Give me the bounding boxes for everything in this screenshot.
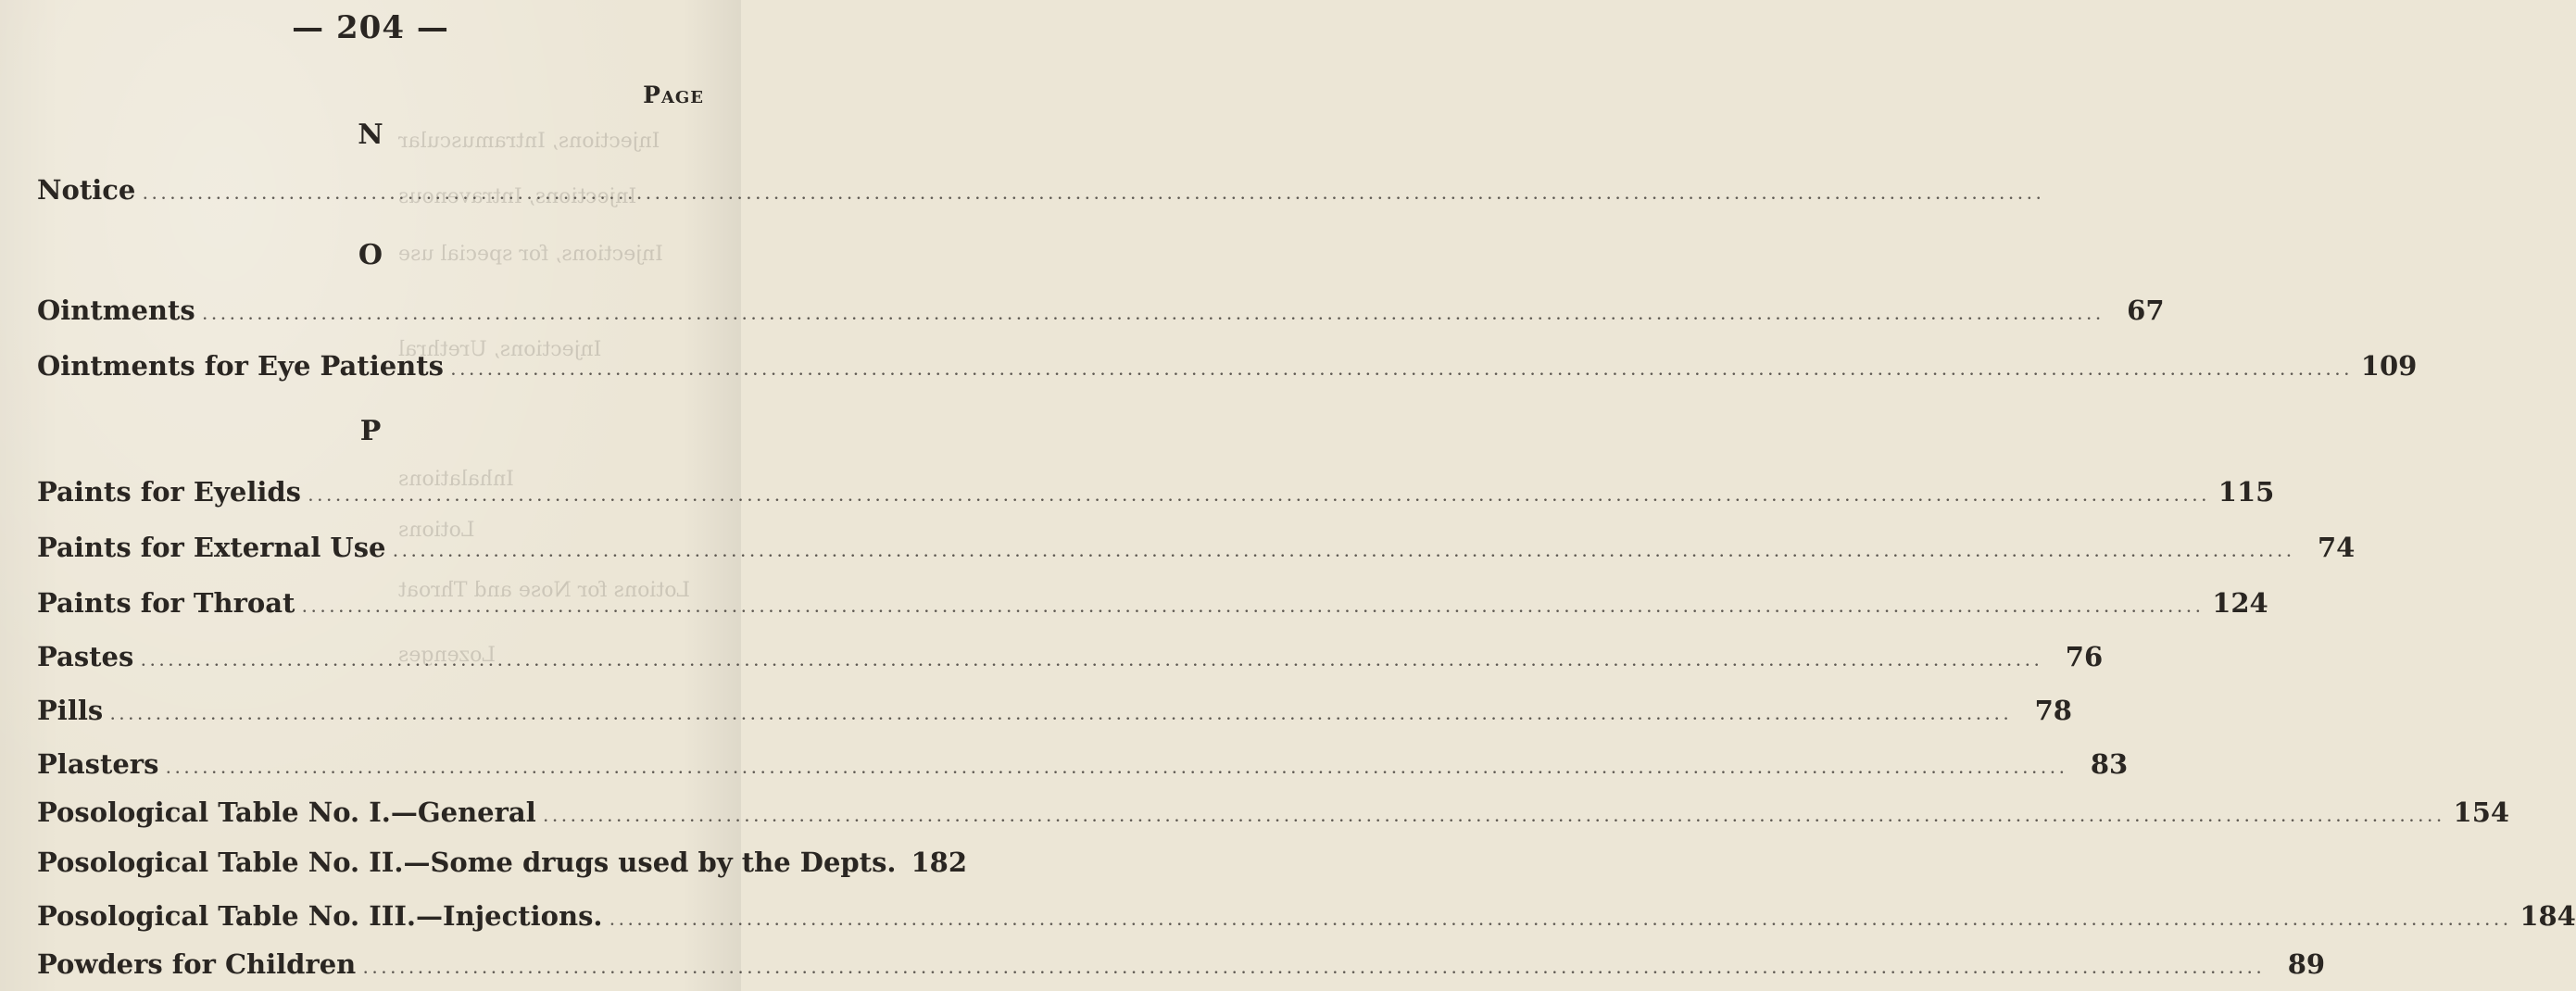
entry-page: 154: [2453, 797, 2510, 828]
show-through-text: Lotions: [398, 519, 475, 542]
index-entry: [37, 350, 2418, 387]
entry-name: Ointments for Eye Patients: [37, 350, 444, 382]
entry-page: 124: [2212, 587, 2268, 619]
show-through-text: Injections, Intramuscular: [398, 130, 660, 153]
entry-name: Posological Table No. III.—Injections.: [37, 900, 603, 932]
entry-page: 76: [2065, 641, 2104, 672]
show-through-text: Injections, for special use: [398, 243, 663, 266]
index-entry: [37, 476, 2275, 513]
index-entry: [37, 948, 2326, 985]
show-through-text: Lozenges: [398, 644, 496, 667]
index-entry: [37, 587, 2268, 624]
entry-name: Ointments: [37, 295, 195, 326]
index-entry: [37, 695, 2072, 732]
entry-page: 83: [2090, 748, 2129, 780]
entry-page: 109: [2360, 350, 2418, 382]
dot-leader: [544, 810, 2446, 825]
show-through-text: Injections, Intravenous: [398, 185, 637, 208]
page-number: — 204 —: [292, 9, 449, 46]
section-letter-p: P: [359, 415, 382, 447]
entry-name: Pastes: [37, 641, 134, 672]
index-entry: [37, 532, 2356, 569]
index-entry: [37, 295, 2165, 332]
show-through-text: Injections, Urethral: [398, 338, 602, 361]
index-entry: [37, 797, 2510, 834]
dot-leader: [166, 762, 2068, 777]
entry-name: Paints for External Use: [37, 532, 386, 563]
dot-leader: [394, 546, 2296, 560]
dot-leader: [308, 490, 2211, 505]
index-entry: [37, 174, 723, 211]
dot-leader: [451, 364, 2354, 379]
section-letter-o: O: [358, 239, 383, 271]
dot-leader: [143, 188, 2045, 203]
entry-page: 89: [2287, 948, 2326, 980]
section-letter-n: N: [358, 119, 383, 151]
entry-name: Notice: [37, 174, 136, 206]
index-entry: [37, 641, 2104, 678]
entry-name: Powders for Children: [37, 948, 357, 980]
dot-leader: [610, 914, 2513, 929]
index-entry: [37, 748, 2129, 785]
entry-name: Posological Table No. II.—Some drugs used by the Depts.: [37, 847, 897, 878]
entry-page: 78: [2034, 695, 2072, 726]
entry-name: Paints for Eyelids: [37, 476, 301, 508]
page-column-header: Page: [643, 82, 704, 108]
entry-page: 74: [2317, 532, 2356, 563]
entry-page: 67: [2127, 295, 2165, 326]
entry-name: Pills: [37, 695, 104, 726]
entry-page: 184: [2519, 900, 2576, 932]
show-through-text: Inhalations: [398, 468, 514, 491]
entry-page: 115: [2218, 476, 2275, 508]
entry-page: 182: [911, 847, 968, 878]
dot-leader: [363, 962, 2266, 977]
dot-leader: [203, 308, 2105, 323]
dot-leader: [110, 709, 2013, 723]
dot-leader: [141, 655, 2043, 670]
index-entry: [37, 900, 2576, 937]
index-entry: [37, 847, 968, 884]
dot-leader: [302, 601, 2205, 616]
entry-name: Plasters: [37, 748, 159, 780]
entry-name: Posological Table No. I.—General: [37, 797, 536, 828]
entry-name: Paints for Throat: [37, 587, 295, 619]
show-through-text: Lotions for Nose and Throat: [398, 579, 691, 602]
